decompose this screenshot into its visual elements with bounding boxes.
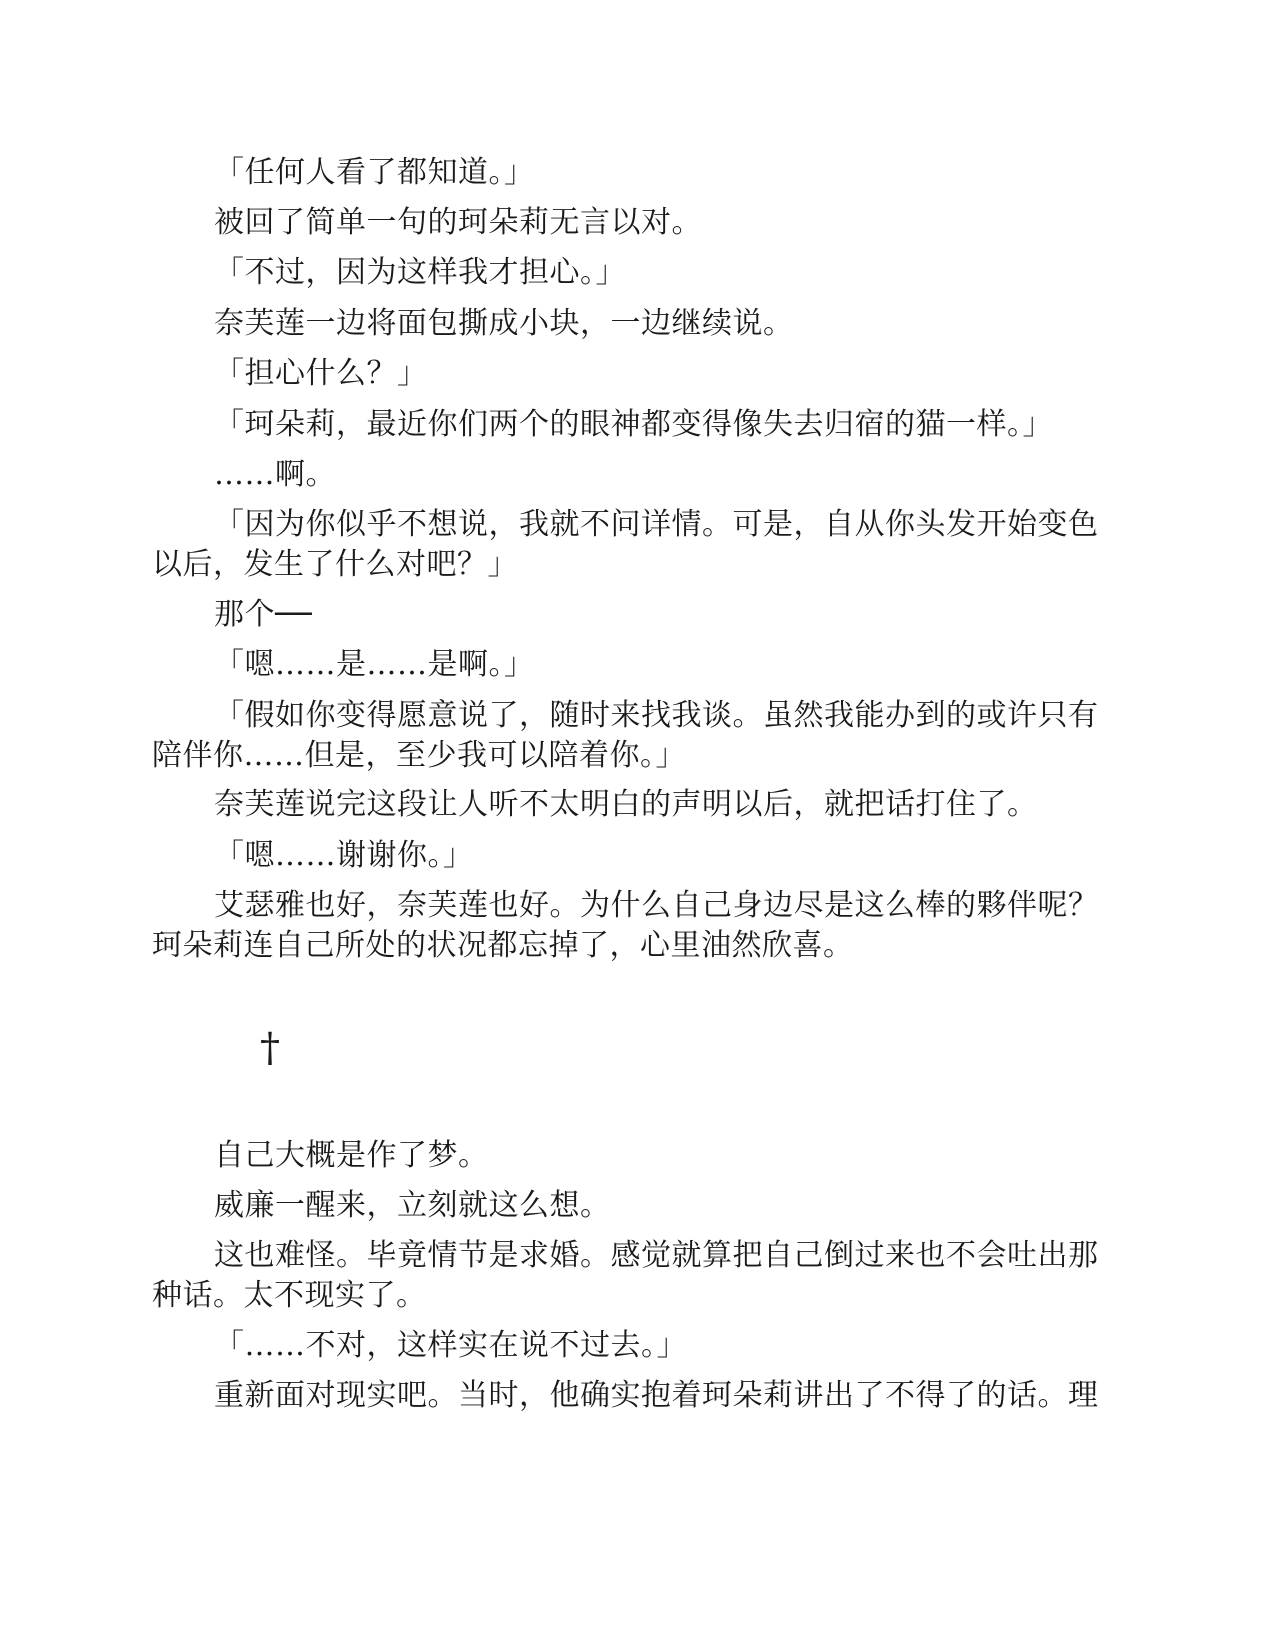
paragraph: 这也难怪。毕竟情节是求婚。感觉就算把自己倒过来也不会吐出那种话。太不现实了。 bbox=[152, 1238, 1099, 1313]
paragraph: 「因为你似乎不想说，我就不问详情。可是，自从你头发开始变色以后，发生了什么对吧？」 bbox=[152, 507, 1099, 582]
paragraph: 奈芙莲一边将面包撕成小块，一边继续说。 bbox=[214, 306, 794, 341]
paragraph: 「任何人看了都知道。」 bbox=[214, 155, 535, 190]
paragraph: ……啊。 bbox=[214, 457, 336, 492]
paragraph: 「假如你变得愿意说了，随时来找我谈。虽然我能办到的或许只有陪伴你……但是，至少我可以陪着你。」 bbox=[152, 698, 1099, 773]
paragraph: 「嗯……谢谢你。」 bbox=[214, 838, 474, 873]
paragraph: 被回了简单一句的珂朵莉无言以对。 bbox=[214, 205, 702, 240]
paragraph: 重新面对现实吧。当时，他确实抱着珂朵莉讲出了不得了的话。理 bbox=[214, 1378, 1099, 1413]
paragraph: 那个── bbox=[214, 597, 313, 632]
paragraph: 艾瑟雅也好，奈芙莲也好。为什么自己身边尽是这么棒的夥伴呢？珂朵莉连自己所处的状况都忘掉了，心里油然欣喜。 bbox=[152, 888, 1099, 963]
paragraph: 「……不对，这样实在说不过去。」 bbox=[214, 1328, 687, 1363]
paragraph: 「珂朵莉，最近你们两个的眼神都变得像失去归宿的猫一样。」 bbox=[214, 407, 1053, 442]
paragraph: 「不过，因为这样我才担心。」 bbox=[214, 255, 626, 290]
paragraph: 「嗯……是……是啊。」 bbox=[214, 647, 535, 682]
paragraph: 自己大概是作了梦。 bbox=[214, 1138, 489, 1173]
paragraph: 奈芙莲说完这段让人听不太明白的声明以后，就把话打住了。 bbox=[214, 787, 1038, 822]
section-break-dagger: † bbox=[260, 1025, 280, 1071]
paragraph: 威廉一醒来，立刻就这么想。 bbox=[214, 1188, 611, 1223]
paragraph: 「担心什么？」 bbox=[214, 356, 428, 391]
